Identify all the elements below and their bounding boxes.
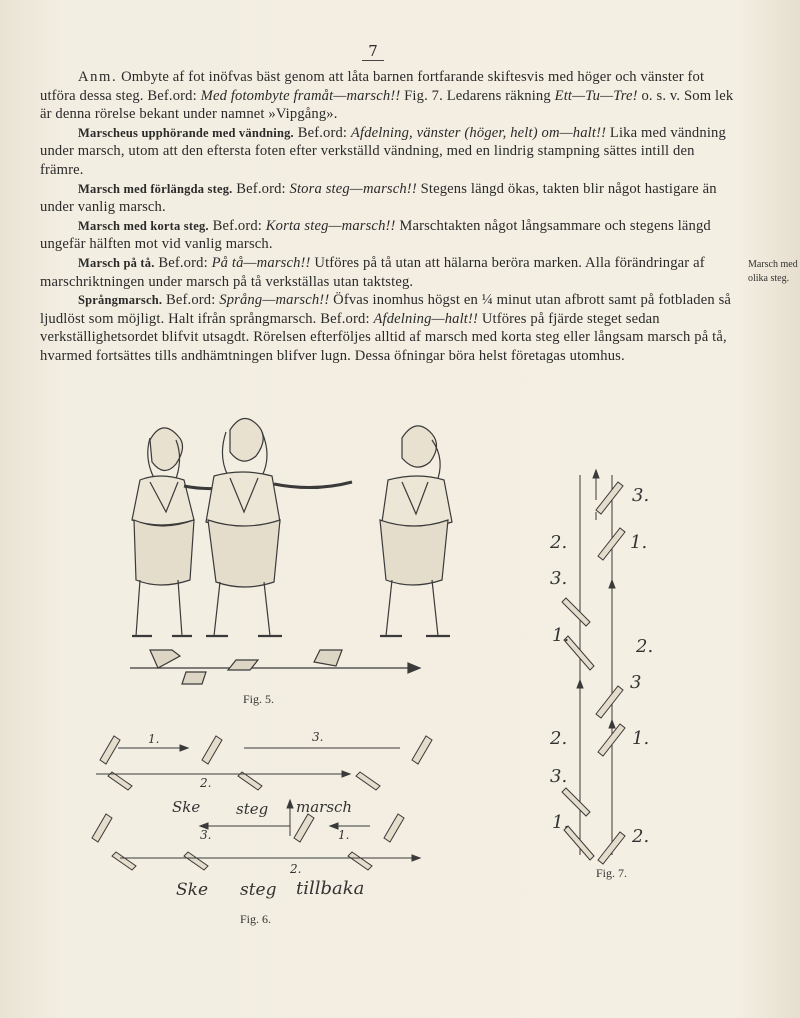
fig6-script-2c: tillbaka: [296, 878, 365, 899]
fig6-script-1c: marsch: [296, 798, 353, 816]
fig6-label-3b: 3.: [200, 828, 212, 842]
fig6-script-1b: steg: [236, 800, 269, 818]
fig7-caption: Fig. 7.: [596, 866, 628, 880]
paragraph-text: Utföres på fjärde steget sedan verkställighetsordet blifvit utsagdt. Rörelsen efterföljes alltid af marsch med korta steg eller långsam marsch på tå, hvarmed fortsättes tills andhämtningen blifver lugn. Dessa öfningar böra helst företagas utomhus.: [40, 310, 727, 364]
fig7-label-l4: 2.: [550, 728, 568, 749]
command-text: Stora steg—marsch!!: [289, 180, 417, 197]
paragraph-text: Marschtakten något långsammare och stegens längd ungefär hälften mot vid vanlig marsch.: [40, 217, 711, 253]
paragraph-text: o. s. v. Som lek är denna rörelse bekant under namnet »Vipgång».: [40, 87, 734, 123]
paragraph-text: Bef.ord:: [293, 124, 351, 141]
paragraph-heading: Språngmarsch.: [78, 293, 163, 308]
fig6-label-1: 1.: [148, 732, 160, 746]
fig7-label-l6: 1.: [552, 812, 570, 833]
fig7-label-r3: 2.: [636, 636, 654, 657]
fig6-script-2a: Ske: [176, 880, 209, 900]
fig7-label-r1: 3.: [632, 485, 650, 506]
paragraph-text: Utföres på tå utan att hälarna beröra marken. Alla förändringar af marschriktningen under marsch på tå verkställas utan taktsteg.: [40, 254, 705, 290]
paragraph-text: Bef.ord:: [232, 180, 290, 197]
paragraph-text: Ombyte af fot inöfvas bäst genom att låta barnen fortfarande skiftesvis med höger och vänster fot utföra dessa steg. Bef.ord:: [40, 69, 705, 104]
paragraph-text: Bef.ord:: [208, 217, 266, 234]
paragraph-heading: Marscheus upphörande med vändning.: [78, 125, 294, 140]
margin-note: Marsch med olika steg.: [748, 259, 798, 284]
fig6-label-2a: 2.: [200, 776, 212, 790]
fig7-label-l1: 2.: [550, 532, 568, 553]
fig7-label-r2: 1.: [630, 532, 648, 553]
paragraph-heading: Anm.: [78, 69, 118, 85]
fig7-label-r5: 1.: [632, 728, 650, 749]
paragraph-heading: Marsch med korta steg.: [78, 218, 209, 233]
paragraph-text: Lika med vändning under marsch, utom att den eftersta foten efter verkställd vändning, med en lindrig stampning sättes intill den främre.: [40, 124, 726, 178]
fig6-label-1b: 1.: [338, 828, 350, 842]
fig6-label-3a: 3.: [312, 730, 324, 744]
command-text: Afdelning, vänster (höger, helt) om—halt!!: [350, 124, 607, 141]
fig6-script-1a: Ske: [172, 798, 201, 816]
command-text: På tå—marsch!!: [211, 254, 311, 271]
command-text: Korta steg—marsch!!: [265, 217, 396, 234]
page-number: 7: [362, 42, 384, 61]
paragraph-text: Bef.ord:: [162, 292, 220, 309]
fig6-caption: Fig. 6.: [240, 912, 272, 926]
paragraph-text: Bef.ord:: [154, 254, 212, 271]
fig5-caption: Fig. 5.: [243, 692, 275, 706]
paragraph-heading: Marsch på tå.: [78, 255, 155, 270]
command-text: Ett—Tu—Tre!: [554, 87, 638, 104]
fig6-script-2b: steg: [240, 880, 277, 900]
fig7-label-l5: 3.: [550, 766, 568, 787]
command-text: Språng—marsch!!: [219, 292, 330, 309]
fig7-label-l3: 1.: [552, 625, 570, 646]
fig7-label-l2: 3.: [550, 568, 568, 589]
command-text: Afdelning—halt!!: [373, 310, 479, 327]
paragraph-heading: Marsch med förlängda steg.: [78, 181, 233, 196]
paragraph-text: Öfvas inomhus högst en ¼ minut utan afbrott samt på fotbladen så ljudlöst som möjligt. Halt ifrån språngmarsch. Bef.ord:: [40, 292, 732, 327]
fig7-label-r6: 2.: [632, 826, 650, 847]
command-text: Med fotombyte framåt—marsch!!: [200, 87, 401, 104]
paragraph-text: Stegens längd ökas, takten blir något hastigare än under vanlig marsch.: [40, 180, 717, 216]
fig6-label-2b: 2.: [290, 862, 302, 876]
paragraph-text: Fig. 7. Ledarens räkning: [400, 87, 555, 104]
fig7-label-r4: 3: [630, 672, 642, 693]
